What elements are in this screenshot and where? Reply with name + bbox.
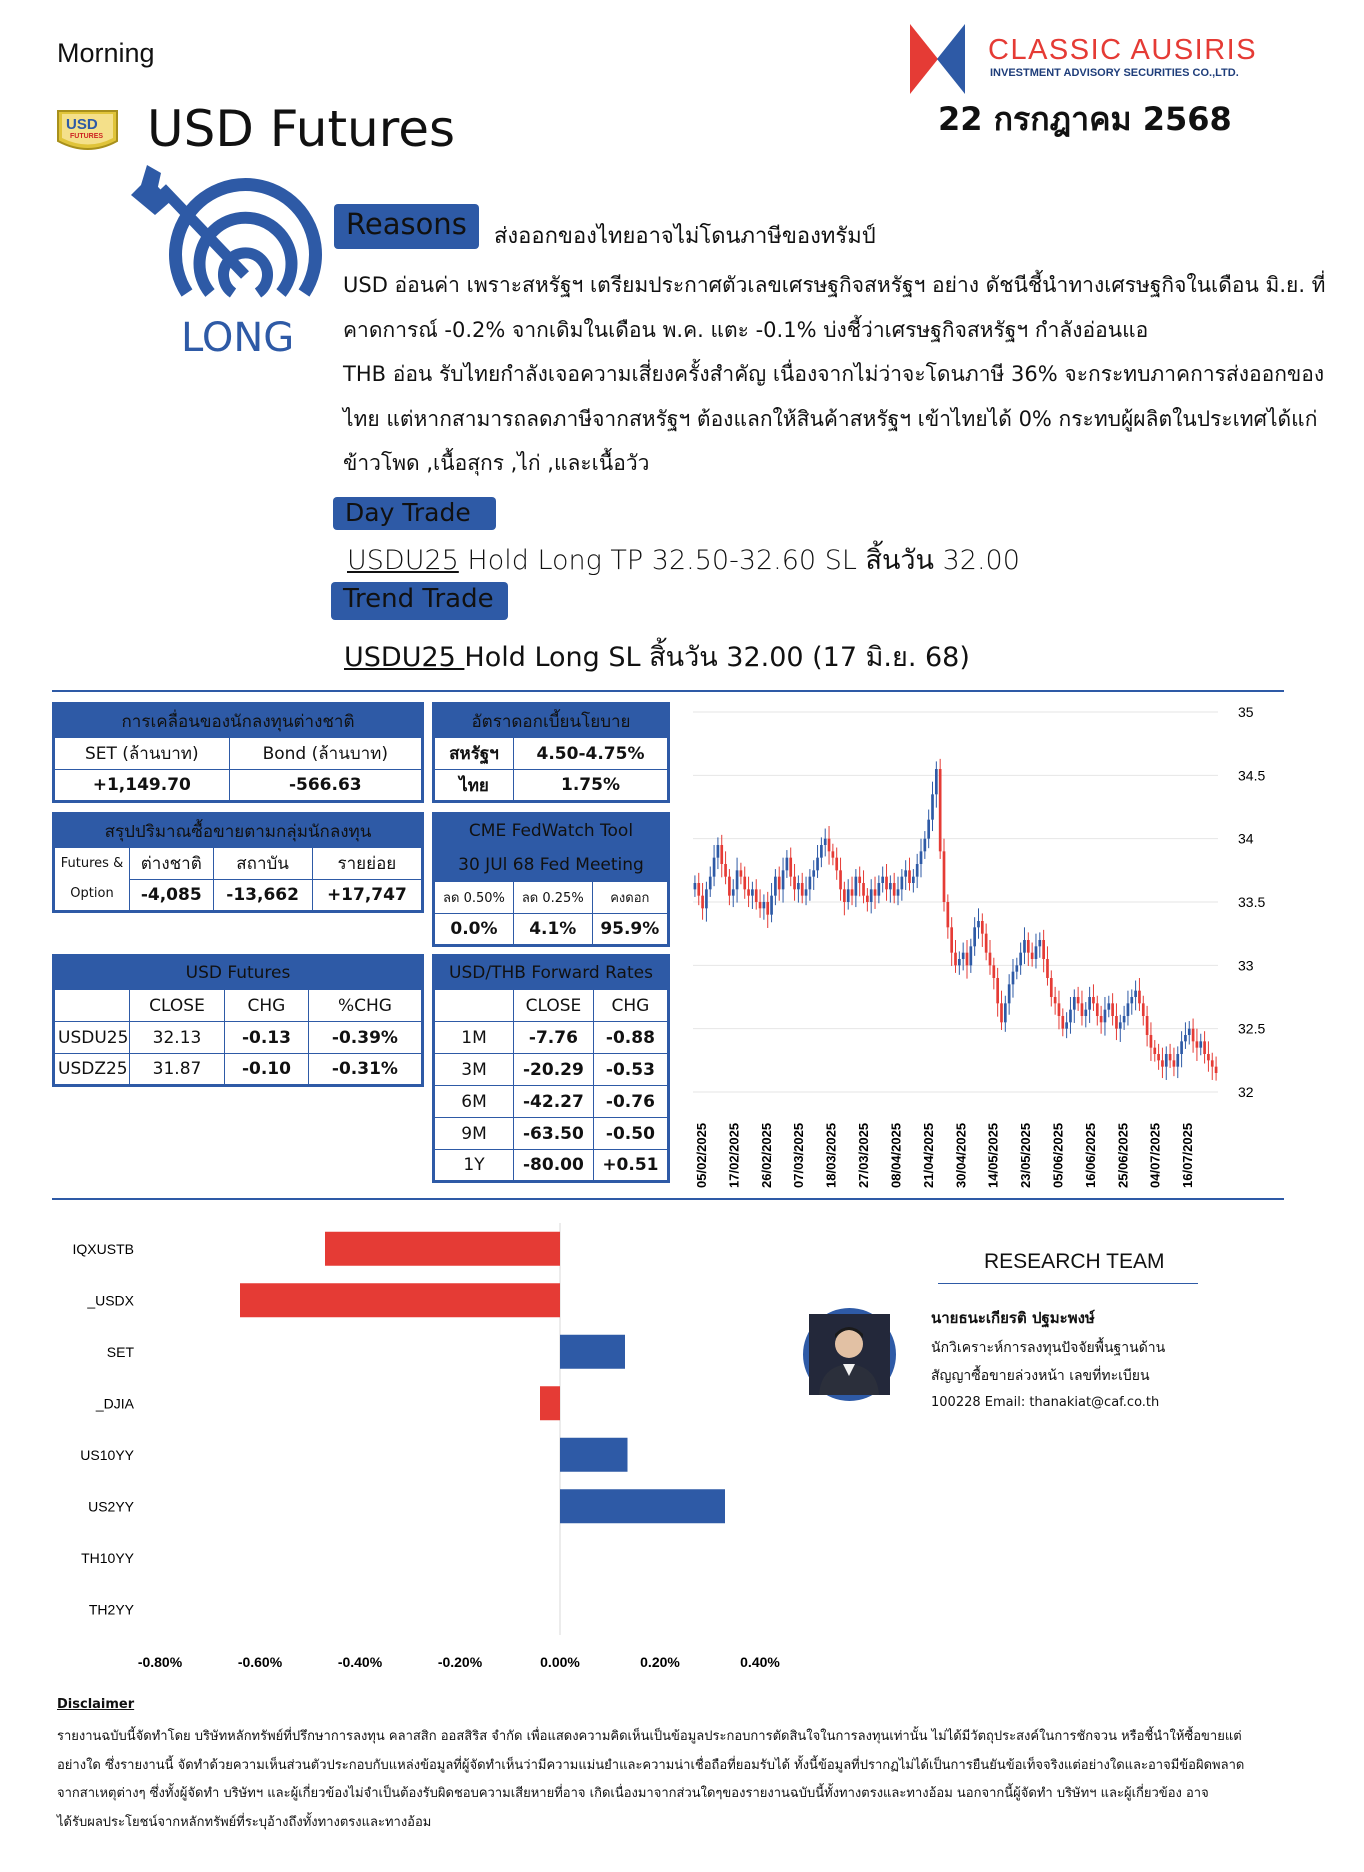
candle-body [1081, 1003, 1084, 1016]
forward-chg: -0.50 [593, 1118, 668, 1150]
trend-trade-text: Hold Long SL สิ้นวัน 32.00 (17 มิ.ย. 68) [464, 642, 970, 673]
x-tick-label: 05/06/2025 [1050, 1122, 1066, 1188]
candle-body [816, 858, 819, 871]
candle-body [824, 839, 827, 845]
candle-body [789, 858, 792, 877]
table-row [434, 1022, 669, 1054]
candle-body [1169, 1054, 1172, 1060]
table-row [54, 1022, 423, 1054]
reasons-line: คาดการณ์ -0.2% จากเดิมในเดือน พ.ค. แตะ -0.1% บ่งชี้ว่าเศรษฐกิจสหรัฐฯ กำลังอ่อนแอ [343, 317, 1149, 342]
candle-body [1008, 984, 1011, 1003]
x-tick-label: -0.20% [437, 1654, 483, 1670]
candle-body [1107, 1003, 1110, 1009]
day-trade-text: Hold Long TP 32.50-32.60 SL สิ้นวัน 32.00 [458, 545, 1020, 576]
candle-body [950, 927, 953, 952]
candle-body [763, 902, 766, 908]
forward-close: -80.00 [514, 1150, 594, 1182]
candle-body [701, 896, 704, 909]
usd-futures-col-header: CHG [225, 990, 309, 1022]
market-change-bar-chart [56, 1215, 780, 1675]
x-tick-label: 27/03/2025 [856, 1122, 872, 1188]
candle-body [1019, 953, 1022, 966]
candle-body [724, 864, 727, 877]
x-tick-label: 17/02/2025 [726, 1122, 742, 1188]
x-tick-label: 0.20% [640, 1654, 680, 1670]
candle-body [1035, 946, 1038, 959]
trend-trade-label: Trend Trade [331, 582, 508, 620]
analyst-license: สัญญาซื้อขายล่วงหน้า เลขที่ทะเบียน [931, 1368, 1150, 1384]
forward-close: -7.76 [514, 1022, 594, 1054]
candle-body [931, 794, 934, 819]
candle-body [908, 870, 911, 883]
candle-body [897, 889, 900, 895]
investor-col-header: ต่างชาติ [130, 848, 214, 880]
candle-body [1050, 978, 1053, 997]
reasons-line: ข้าวโพด ,เนื้อสุกร ,ไก่ ,และเนื้อวัว [343, 451, 650, 475]
x-tick-label: -0.40% [337, 1654, 383, 1670]
instrument-label-line1: Futures & [60, 856, 124, 871]
day-trade-symbol: USDU25 [347, 545, 459, 576]
candle-body [1069, 1010, 1072, 1023]
candle-body [1023, 940, 1026, 953]
reasons-label: Reasons [334, 204, 479, 249]
reasons-line: THB อ่อน รับไทยกำลังเจอความเสี่ยงครั้งสำคัญ เนื่องจากไม่ว่าจะโดนภาษี 36% จะกระทบภาคการส่งออกของ [343, 362, 1325, 386]
candle-body [943, 851, 946, 902]
candle-body [1173, 1060, 1176, 1066]
candle-body [832, 851, 835, 857]
contract-close: 32.13 [130, 1022, 225, 1054]
candle-body [954, 953, 957, 966]
candle-body [1046, 959, 1049, 978]
candle-body [720, 845, 723, 864]
candle-body [901, 877, 904, 890]
x-tick-label: 05/02/2025 [694, 1122, 709, 1188]
candle-body [786, 858, 789, 871]
x-tick-label: 25/06/2025 [1115, 1122, 1131, 1188]
candle-body [878, 883, 881, 896]
investor-value: +17,747 [312, 880, 422, 912]
candle-body [1031, 953, 1034, 959]
fedwatch-value: 0.0% [434, 914, 514, 946]
candle-body [740, 870, 743, 876]
candle-body [855, 877, 858, 896]
candle-body [1058, 1003, 1061, 1016]
forward-close: -42.27 [514, 1086, 594, 1118]
fedwatch-value: 95.9% [592, 914, 668, 946]
candle-body [858, 877, 861, 883]
y-tick-label: 32 [1238, 1084, 1254, 1100]
bar [325, 1232, 560, 1266]
contract-chg: -0.13 [225, 1022, 309, 1054]
analyst-name: นายธนะเกียรติ ปฐมะพงษ์ [931, 1309, 1095, 1327]
candle-body [694, 883, 697, 889]
bar-category-label: TH2YY [88, 1601, 134, 1618]
y-tick-label: 35 [1238, 704, 1254, 720]
candle-body [893, 883, 896, 896]
candle-body [969, 946, 972, 965]
section-divider [52, 690, 1284, 692]
x-tick-label: 26/02/2025 [758, 1122, 774, 1188]
candle-body [1115, 1016, 1118, 1029]
policy-rate-title: อัตราดอกเบี้ยนโยบาย [434, 704, 669, 738]
candle-body [1150, 1035, 1153, 1048]
candle-body [996, 978, 999, 1003]
forward-rates-title: USD/THB Forward Rates [434, 956, 669, 990]
x-tick-label: 21/04/2025 [920, 1122, 936, 1188]
x-tick-label: 0.40% [740, 1654, 780, 1670]
x-tick-label: 16/07/2025 [1180, 1122, 1196, 1188]
candle-body [766, 902, 769, 915]
report-session: Morning [57, 38, 155, 68]
research-team-underline [938, 1283, 1198, 1284]
investor-group-table [52, 812, 424, 913]
candle-body [870, 889, 873, 902]
trend-trade-symbol: USDU25 [344, 642, 465, 673]
candle-body [1119, 1022, 1122, 1028]
candle-body [778, 877, 781, 890]
usd-logo-text-bottom: FUTURES [70, 133, 104, 140]
candle-body [1111, 1003, 1114, 1016]
candle-body [851, 889, 854, 895]
candle-body [1127, 1003, 1130, 1016]
candle-body [916, 864, 919, 877]
candle-body [1038, 940, 1041, 946]
candle-body [1176, 1054, 1179, 1067]
candle-body [1161, 1060, 1164, 1066]
forward-close: -63.50 [514, 1118, 594, 1150]
forward-tenor: 3M [434, 1054, 514, 1086]
candle-body [927, 820, 930, 839]
usd-logo-text-top: USD [66, 116, 98, 133]
foreign-flow-title: การเคลื่อนของนักลงทุนต่างชาติ [54, 704, 423, 738]
table-row [54, 1054, 423, 1086]
candle-body [1146, 1016, 1149, 1035]
bar [560, 1489, 725, 1523]
foreign-flow-table [52, 702, 424, 803]
candle-body [904, 870, 907, 876]
bar-category-label: TH10YY [81, 1549, 134, 1566]
investor-value: -4,085 [130, 880, 214, 912]
candle-body [1138, 991, 1141, 1004]
candle-body [1027, 940, 1030, 953]
fedwatch-title: CME FedWatch Tool [434, 814, 669, 848]
contract-pchg: -0.31% [308, 1054, 422, 1086]
candle-body [874, 889, 877, 895]
table-row [434, 1086, 669, 1118]
y-tick-label: 34.5 [1238, 767, 1266, 784]
candle-body [1100, 1016, 1103, 1022]
instrument-label [54, 848, 130, 912]
investor-value: -13,662 [213, 880, 312, 912]
usd-futures-table [52, 954, 424, 1087]
candle-body [1104, 1010, 1107, 1023]
candle-body [812, 870, 815, 876]
candle-body [709, 877, 712, 890]
disclaimer-line: ได้รับผลประโยชน์จากหลักทรัพย์ที่ระบุอ้างถึงทั้งทางตรงและทางอ้อม [57, 1814, 432, 1830]
candle-body [717, 845, 720, 858]
fedwatch-col-header: ลด 0.25% [513, 882, 592, 914]
forward-tenor: 1Y [434, 1150, 514, 1182]
forward-col-header: CLOSE [514, 990, 594, 1022]
candle-body [920, 851, 923, 864]
reasons-line: USD อ่อนค่า เพราะสหรัฐฯ เตรียมประกาศตัวเลขเศรษฐกิจสหรัฐฯ อย่าง ดัชนีชี้นำทางเศรษฐกิจในเดือน มิ.ย. ที่ [343, 273, 1326, 297]
x-tick-label: 04/07/2025 [1147, 1122, 1163, 1188]
brand-name: CLASSIC AUSIRIS [988, 34, 1258, 66]
bar [560, 1438, 628, 1472]
bar [560, 1335, 625, 1369]
brand-logo-icon [910, 24, 965, 94]
investor-group-title: สรุปปริมาณซื้อขายตามกลุ่มนักลงทุน [54, 814, 423, 848]
candle-body [889, 883, 892, 889]
table-row [434, 1118, 669, 1150]
x-tick-label: 30/04/2025 [953, 1122, 969, 1188]
investor-col-header: สถาบัน [213, 848, 312, 880]
candle-body [809, 877, 812, 890]
candle-body [820, 845, 823, 858]
candle-body [966, 953, 969, 966]
candle-body [977, 921, 980, 927]
disclaimer-title: Disclaimer [57, 1697, 135, 1712]
y-tick-label: 33 [1238, 957, 1254, 974]
candle-body [958, 959, 961, 965]
candle-body [743, 877, 746, 890]
candle-body [759, 902, 762, 908]
candle-body [1092, 997, 1095, 1003]
reasons-headline: ส่งออกของไทยอาจไม่โดนภาษีของทรัมป์ [494, 224, 876, 249]
usd-futures-price-chart [693, 700, 1266, 1200]
instrument-label-line2: Option [70, 886, 114, 901]
fedwatch-table [432, 812, 670, 947]
candle-body [1012, 972, 1015, 985]
x-tick-label: 23/05/2025 [1018, 1122, 1034, 1188]
analyst-avatar [803, 1308, 896, 1401]
forward-tenor: 6M [434, 1086, 514, 1118]
person-icon [809, 1314, 890, 1395]
forward-chg: -0.76 [593, 1086, 668, 1118]
y-tick-label: 33.5 [1238, 894, 1266, 910]
candle-body [751, 889, 754, 895]
forward-chg: -0.53 [593, 1054, 668, 1086]
contract-symbol: USDZ25 [54, 1054, 130, 1086]
candle-body [935, 769, 938, 794]
candle-body [1153, 1048, 1156, 1054]
bar-category-label: _USDX [87, 1292, 134, 1309]
candle-body [1061, 1016, 1064, 1029]
candle-body [782, 870, 785, 889]
candle-body [713, 858, 716, 877]
bar-category-label: US10YY [80, 1446, 134, 1463]
candle-body [1192, 1029, 1195, 1042]
bar-category-label: SET [106, 1343, 134, 1360]
forward-col-header [434, 990, 514, 1022]
reasons-body [343, 263, 1353, 486]
candle-body [697, 883, 700, 896]
forward-chg: -0.88 [593, 1022, 668, 1054]
candle-body [828, 839, 831, 852]
candle-body [866, 896, 869, 902]
section-divider [52, 1198, 1284, 1200]
candle-body [755, 889, 758, 902]
x-tick-label: 14/05/2025 [985, 1122, 1001, 1188]
fedwatch-col-header: ลด 0.50% [434, 882, 514, 914]
trend-trade-recommendation [344, 635, 970, 678]
report-date: 22 กรกฎาคม 2568 [938, 100, 1232, 138]
candle-body [862, 883, 865, 896]
candle-body [1180, 1041, 1183, 1054]
bar-category-label: US2YY [88, 1498, 134, 1515]
bar [240, 1283, 560, 1317]
candle-body [973, 927, 976, 946]
policy-rate-value: 1.75% [514, 770, 669, 802]
disclaimer-line: จากสาเหตุต่างๆ ซึ่งทั้งผู้จัดทำ บริษัทฯ และผู้เกี่ยวข้องไม่จำเป็นต้องรับผิดชอบความเสียหายที่อาจ เกิดเนื่องมาจากส่วนใดๆของรายงานฉบับนี้ทั้งทางตรงและทางอ้อม นอกจากนี้ผู้จัดทำ บริษัทฯ และผู้เกี่ยวข้อง อาจ [57, 1786, 1209, 1801]
candle-body [793, 877, 796, 890]
candle-body [1123, 1016, 1126, 1022]
target-arrow-icon [127, 163, 317, 323]
candle-body [1084, 1010, 1087, 1016]
fedwatch-value: 4.1% [513, 914, 592, 946]
reasons-line: ไทย แต่หากสามารถลดภาษีจากสหรัฐฯ ต้องแลกให้สินค้าสหรัฐฯ เข้าไทยได้ 0% กระทบผู้ผลิตในประเทศได้แก่ [343, 406, 1318, 431]
candle-body [728, 877, 731, 896]
x-tick-label: -0.80% [137, 1654, 183, 1670]
analyst-title: นักวิเคราะห์การลงทุนปัจจัยพื้นฐานด้าน [931, 1340, 1166, 1356]
candle-body [1142, 1003, 1145, 1016]
candle-body [992, 965, 995, 978]
candle-body [835, 858, 838, 871]
candle-body [1211, 1060, 1214, 1066]
candle-body [747, 889, 750, 895]
candle-body [912, 877, 915, 883]
bar-category-label: _DJIA [95, 1395, 134, 1412]
candle-body [801, 883, 804, 896]
candle-body [1188, 1029, 1191, 1035]
candle-body [881, 877, 884, 883]
candle-body [946, 902, 949, 927]
bar [540, 1386, 560, 1420]
research-team-title: RESEARCH TEAM [984, 1250, 1165, 1273]
candle-body [1000, 1003, 1003, 1022]
candle-body [1199, 1041, 1202, 1047]
candle-body [1184, 1035, 1187, 1041]
candle-body [981, 921, 984, 934]
table-row [434, 1054, 669, 1086]
candle-body [805, 889, 808, 895]
usd-futures-col-header [54, 990, 130, 1022]
bond-col-header: Bond (ล้านบาท) [229, 738, 422, 770]
set-col-header: SET (ล้านบาท) [54, 738, 230, 770]
candle-body [939, 769, 942, 851]
usd-futures-col-header: CLOSE [130, 990, 225, 1022]
usd-futures-col-header: %CHG [308, 990, 422, 1022]
candle-body [1165, 1054, 1168, 1067]
candle-body [1157, 1054, 1160, 1060]
fedwatch-subtitle: 30 JUl 68 Fed Meeting [434, 848, 669, 882]
x-tick-label: 07/03/2025 [791, 1122, 807, 1188]
position-signal: LONG [181, 315, 295, 361]
forward-tenor: 9M [434, 1118, 514, 1150]
bar-category-label: IQXUSTB [72, 1240, 134, 1257]
page-title: USD Futures [147, 100, 456, 158]
candle-body [1015, 965, 1018, 971]
bond-flow-value: -566.63 [229, 770, 422, 802]
candle-body [885, 877, 888, 890]
x-tick-label: -0.60% [237, 1654, 283, 1670]
candle-body [985, 934, 988, 953]
candle-body [1065, 1022, 1068, 1028]
usd-futures-title: USD Futures [54, 956, 423, 990]
forward-rates-table [432, 954, 670, 1183]
candle-body [1073, 997, 1076, 1010]
table-row [434, 1150, 669, 1182]
contract-chg: -0.10 [225, 1054, 309, 1086]
candle-body [1207, 1054, 1210, 1060]
disclaimer-body [57, 1723, 1272, 1837]
candle-body [736, 870, 739, 889]
brand-subtitle: INVESTMENT ADVISORY SECURITIES CO.,LTD. [990, 67, 1239, 79]
x-tick-label: 0.00% [540, 1654, 580, 1670]
policy-rate-value: 4.50-4.75% [514, 738, 669, 770]
candle-body [705, 889, 708, 908]
candle-body [839, 870, 842, 889]
contract-symbol: USDU25 [54, 1022, 130, 1054]
candle-body [1130, 997, 1133, 1003]
candle-body [1196, 1041, 1199, 1047]
forward-tenor: 1M [434, 1022, 514, 1054]
disclaimer-line: รายงานฉบับนี้จัดทำโดย บริษัทหลักทรัพย์ที่ปรึกษาการลงทุน คลาสสิก ออสสิริส จำกัด เพื่อแสดงความคิดเห็นเป็นข้อมูลประกอบการตัดสินใจในการลงทุนเท่านั้น ไม่ได้มีวัตถุประสงค์ในการชักจวน หรือชี้นำให้ซื้อขายแต่ [57, 1729, 1242, 1744]
forward-close: -20.29 [514, 1054, 594, 1086]
candle-body [1203, 1041, 1206, 1054]
candle-body [1088, 997, 1091, 1010]
candle-body [989, 953, 992, 966]
contract-close: 31.87 [130, 1054, 225, 1086]
x-tick-label: 16/06/2025 [1082, 1122, 1098, 1188]
candle-body [774, 877, 777, 896]
candle-body [847, 889, 850, 902]
investor-col-header: รายย่อย [312, 848, 422, 880]
candle-body [1077, 997, 1080, 1003]
candle-body [924, 839, 927, 852]
usd-futures-logo [54, 107, 121, 153]
contract-pchg: -0.39% [308, 1022, 422, 1054]
set-flow-value: +1,149.70 [54, 770, 230, 802]
candle-body [797, 883, 800, 889]
policy-rate-label: ไทย [434, 770, 514, 802]
candle-body [1134, 991, 1137, 997]
y-tick-label: 34 [1238, 830, 1254, 847]
disclaimer-line: อย่างใด ซึ่งรายงานนี้ จัดทำด้วยความเห็นส่วนตัวประกอบกับแหล่งข้อมูลที่ผู้จัดทำเห็นว่ามีความแม่นยำและความน่าเชื่อถือที่ยอมรับได้ ทั้งนี้ข้อมูลที่ปรากฏไม่ได้เป็นการยืนยันข้อเท็จจริงแต่อย่างใดและอาจมีข้อผิดพลาด [57, 1757, 1245, 1773]
candle-body [1096, 1003, 1099, 1016]
day-trade-label: Day Trade [333, 497, 496, 530]
policy-rate-label: สหรัฐฯ [434, 738, 514, 770]
candle-body [770, 896, 773, 915]
candle-body [962, 953, 965, 959]
candle-body [1042, 940, 1045, 959]
forward-chg: +0.51 [593, 1150, 668, 1182]
x-tick-label: 18/03/2025 [823, 1122, 839, 1188]
y-tick-label: 32.5 [1238, 1020, 1266, 1037]
candle-body [843, 889, 846, 902]
policy-rate-table [432, 702, 670, 803]
fedwatch-col-header: คงดอก [592, 882, 668, 914]
candle-body [1215, 1067, 1218, 1073]
candle-body [1054, 997, 1057, 1003]
analyst-email: 100228 Email: thanakiat@caf.co.th [931, 1395, 1160, 1410]
x-tick-label: 08/04/2025 [888, 1122, 904, 1188]
forward-col-header: CHG [593, 990, 668, 1022]
candle-body [732, 889, 735, 895]
day-trade-recommendation [347, 538, 1020, 581]
candle-body [1004, 1003, 1007, 1022]
